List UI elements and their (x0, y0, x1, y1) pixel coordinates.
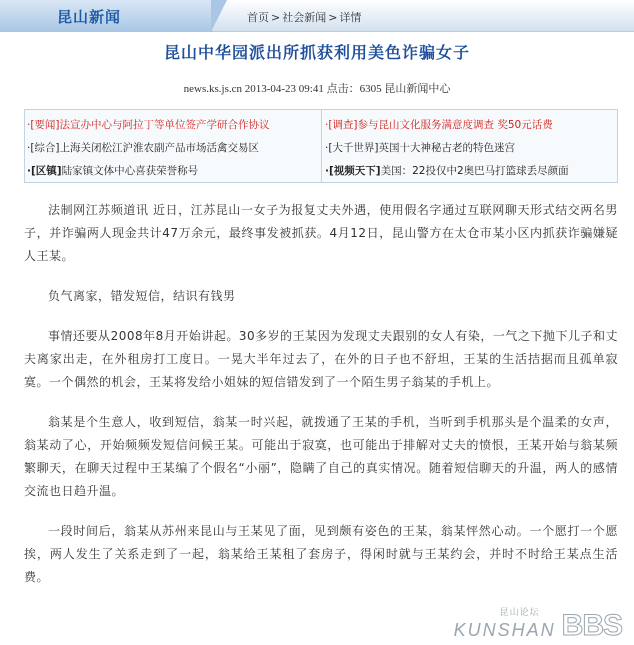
related-link[interactable] (27, 140, 259, 155)
link-tag: ·[大千世界] (325, 142, 379, 154)
breadcrumb-current: 详情 (339, 11, 362, 24)
article-paragraph: 事情还要从2008年8月开始讲起。30多岁的王某因为发现丈夫跟别的女人有染，一气之下抛下儿子和丈夫离家出走，在外租房打工度日。一晃大半年过去了，在外的日子也不舒坦，王某的生活拮据而且孤单寂寞。一个偶然的机会，王某将发给小姐妹的短信错发到了一个陌生男子翁某的手机上。 (24, 329, 618, 389)
breadcrumb-separator: > (328, 11, 338, 24)
link-tag: ·[调查] (325, 119, 358, 131)
top-bar (0, 0, 634, 32)
link-tag: ·[区镇] (27, 165, 62, 177)
forum-watermark (454, 607, 622, 641)
breadcrumb (246, 9, 362, 25)
watermark-bbs: BBS (561, 609, 622, 642)
logo-tab[interactable] (0, 0, 212, 32)
box-divider (321, 110, 322, 182)
site-logo[interactable]: 昆山新闻 (57, 8, 122, 26)
related-link[interactable] (325, 163, 569, 178)
link-tag: ·[要闻] (27, 119, 60, 131)
article-paragraph: 一段时间后，翁某从苏州来昆山与王某见了面，见到颇有姿色的王某，翁某怦然心动。一个愿打一个愿挨，两人发生了关系走到了一起，翁某给王某租了套房子，得闲时就与王某约会，并时不时给王某点生活费。 (24, 524, 618, 584)
article-paragraph: 法制网江苏频道讯 近日，江苏昆山一女子为报复丈夫外遇，使用假名字通过互联网聊天形式结交两名男子，并诈骗两人现金共计47万余元，最终事发被抓获。4月12日，昆山警方在太仓市某小区内抓获诈骗嫌疑人王某。 (24, 203, 618, 263)
breadcrumb-social-news[interactable]: 社会新闻 (282, 11, 327, 24)
breadcrumb-separator: > (271, 11, 281, 24)
breadcrumb-home[interactable]: 首页 (247, 11, 269, 24)
link-text: 法宣办中心与阿拉丁等单位签产学研合作协议 (59, 119, 270, 131)
related-links-box (24, 109, 618, 183)
link-text: 美国：22投仅中2奥巴马打篮球丢尽颜面 (380, 165, 569, 177)
link-text: 陆家镇文体中心喜获荣誉称号 (61, 165, 199, 177)
link-text: 英国十大神秘古老的特色迷宫 (378, 142, 516, 154)
watermark-en: KUNSHAN (453, 620, 556, 640)
article-title: 昆山中华园派出所抓获利用美色诈骗女子 (163, 43, 470, 62)
related-link[interactable] (27, 117, 270, 132)
article-meta: news.ks.js.cn 2013-04-23 09:41 点击：6305 昆山新闻中心 (183, 83, 451, 95)
article-subheading: 负气离家，错发短信，结识有钱男 (48, 289, 236, 303)
related-link[interactable] (325, 140, 515, 155)
article-body (24, 199, 618, 606)
related-link[interactable] (325, 117, 553, 132)
link-tag: ·[视频天下] (325, 165, 381, 177)
article-paragraph: 翁某是个生意人，收到短信，翁某一时兴起，就拨通了王某的手机，当听到手机那头是个温柔的女声，翁某动了心，开始频频发短信问候王某。可能出于寂寞，也可能出于排解对丈夫的愤恨，王某开始与翁某频繁聊天，在聊天过程中王某编了个假名“小丽”，隐瞒了自己的真实情况。随着短信聊天的升温，两人的感情交流也日趋升温。 (24, 415, 618, 498)
link-text: 参与昆山文化服务满意度调查 奖50元话费 (357, 119, 553, 131)
related-link[interactable] (27, 163, 198, 178)
link-tag: ·[综合] (27, 142, 60, 154)
watermark-cn: 昆山论坛 (499, 608, 540, 618)
link-text: 上海关闭松江沪淮农副产品市场活禽交易区 (59, 142, 260, 154)
